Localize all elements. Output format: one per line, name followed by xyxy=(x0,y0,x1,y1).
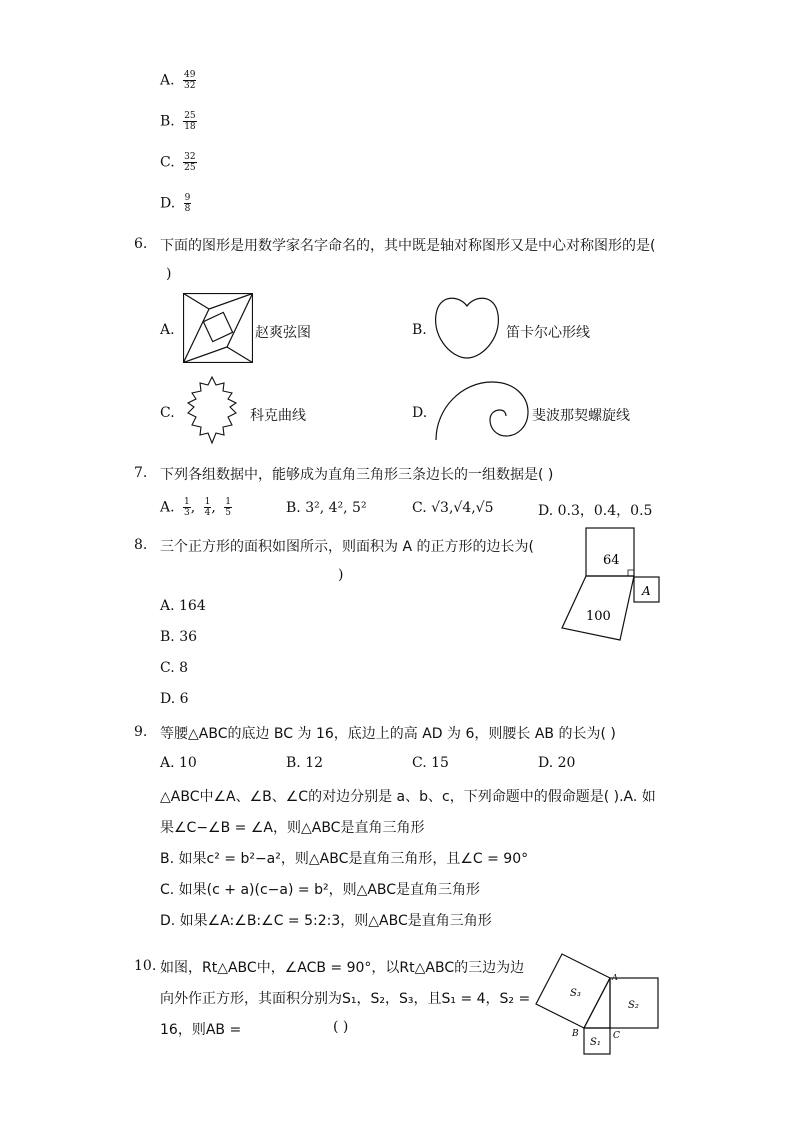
cardioid-figure xyxy=(432,294,502,360)
fraction: $\frac{25}{18}$ xyxy=(184,111,196,132)
q8-option-c[interactable]: C. 8 xyxy=(160,660,189,676)
qx-stem-line2: 果∠C−∠B = ∠A，则△ABC是直角三角形 xyxy=(160,820,425,836)
q6-option-b-caption: 笛卡尔心形线 xyxy=(506,325,590,341)
fraction: $\frac{49}{32}$ xyxy=(184,70,196,91)
fraction: $\frac{9}{8}$ xyxy=(184,193,191,214)
option-label: C. xyxy=(412,500,427,516)
q6-stem: 下面的图形是用数学家名字命名的，其中既是轴对称图形又是中心对称图形的是( xyxy=(160,238,656,254)
option-label: A. xyxy=(160,72,175,89)
label-s1: S₁ xyxy=(590,1037,601,1048)
fraction: $\frac{1}{5}$ xyxy=(225,497,232,518)
q7-option-b[interactable] xyxy=(286,500,367,516)
q9-option-b[interactable]: B. 12 xyxy=(286,755,324,771)
q6-option-b-label[interactable]: B. xyxy=(412,322,427,338)
q8-option-b[interactable]: B. 36 xyxy=(160,629,198,645)
q6-close-paren: ) xyxy=(166,266,172,282)
fraction: $\frac{1}{4}$ xyxy=(204,497,211,518)
option-text: √3,√4,√5 xyxy=(431,500,494,516)
q6-option-d-caption: 斐波那契螺旋线 xyxy=(532,408,630,424)
koch-snowflake-figure xyxy=(176,375,248,447)
q9-option-d[interactable]: D. 20 xyxy=(538,755,576,771)
qx-option-d[interactable]: D. 如果∠A:∠B:∠C = 5:2:3，则△ABC是直角三角形 xyxy=(160,913,492,929)
label-point-c: C xyxy=(613,1031,620,1041)
option-label: A. xyxy=(160,499,175,516)
q10-stem-line2: 向外作正方形，其面积分别为S₁，S₂，S₃，且S₁ = 4，S₂ = xyxy=(160,991,531,1007)
option-text: 3², 4², 5² xyxy=(305,500,367,516)
option-text: 0.3，0.4，0.5 xyxy=(557,503,653,519)
q6-number: 6. xyxy=(134,236,148,252)
label-s2: S₂ xyxy=(628,1000,639,1011)
q8-number: 8. xyxy=(134,537,148,553)
q7-stem: 下列各组数据中，能够成为直角三角形三条边长的一组数据是( ) xyxy=(160,467,554,483)
q5-option-c[interactable] xyxy=(160,152,197,173)
q6-option-d-label[interactable]: D. xyxy=(412,405,428,421)
label-point-a: A xyxy=(612,973,618,982)
label-a: A xyxy=(642,584,651,598)
q6-option-a-label[interactable]: A. xyxy=(160,322,175,338)
q10-stem-line3: 16，则AB = xyxy=(160,1022,242,1038)
option-label: D. xyxy=(538,503,554,519)
q7-option-a[interactable]: A. $\frac{1}{3}$ , $\frac{1}{4}$ , $\frac{1}{5}$ xyxy=(160,497,232,518)
q9-option-a[interactable]: A. 10 xyxy=(160,755,197,771)
q8-option-a[interactable]: A. 164 xyxy=(160,598,206,614)
q8-stem: 三个正方形的面积如图所示，则面积为 A 的正方形的边长为( xyxy=(160,539,534,555)
q7-option-d[interactable] xyxy=(538,500,652,520)
label-point-b: B xyxy=(572,1029,579,1039)
q5-option-a[interactable] xyxy=(160,70,196,91)
fraction: $\frac{1}{3}$ xyxy=(184,497,190,518)
qx-stem-line1: △ABC中∠A、∠B、∠C的对边分别是 a、b、c，下列命题中的假命题是( ).A. 如 xyxy=(160,789,656,805)
option-label: D. xyxy=(160,195,176,212)
q7-number: 7. xyxy=(134,465,148,481)
q5-option-b[interactable] xyxy=(160,111,197,132)
fraction: $\frac{32}{25}$ xyxy=(184,152,196,173)
q9-stem: 等腰△ABC的底边 BC 为 16，底边上的高 AD 为 6，则腰长 AB 的长为( ) xyxy=(160,726,616,742)
qx-option-c[interactable]: C. 如果(c + a)(c−a) = b²，则△ABC是直角三角形 xyxy=(160,882,481,898)
qx-option-b[interactable]: B. 如果c² = b²−a²，则△ABC是直角三角形，且∠C = 90° xyxy=(160,851,529,867)
q8-option-d[interactable]: D. 6 xyxy=(160,691,189,707)
fibonacci-spiral-figure xyxy=(432,378,530,442)
label-s3: S₃ xyxy=(570,988,581,999)
q10-paren: ( ) xyxy=(333,1019,349,1035)
q8-squares-figure xyxy=(558,524,664,656)
q9-option-c[interactable]: C. 15 xyxy=(412,755,449,771)
option-label: B. xyxy=(286,500,301,516)
option-label: B. xyxy=(160,113,175,130)
zhao-shuang-figure xyxy=(183,293,253,363)
option-label: C. xyxy=(160,154,175,171)
q10-triangle-squares-figure xyxy=(530,948,662,1058)
label-64: 64 xyxy=(603,553,620,568)
q7-option-c[interactable] xyxy=(412,500,494,516)
q9-number: 9. xyxy=(134,724,148,740)
q10-stem-line1: 如图，Rt△ABC中，∠ACB = 90°，以Rt△ABC的三边为边 xyxy=(160,960,525,976)
q6-option-c-caption: 科克曲线 xyxy=(250,408,306,424)
q5-option-d[interactable] xyxy=(160,193,191,214)
q10-number: 10. xyxy=(134,958,157,974)
q8-close-paren: ) xyxy=(338,567,344,583)
q6-option-c-label[interactable]: C. xyxy=(160,405,175,421)
label-100: 100 xyxy=(586,609,611,624)
q6-option-a-caption: 赵爽弦图 xyxy=(255,325,311,341)
